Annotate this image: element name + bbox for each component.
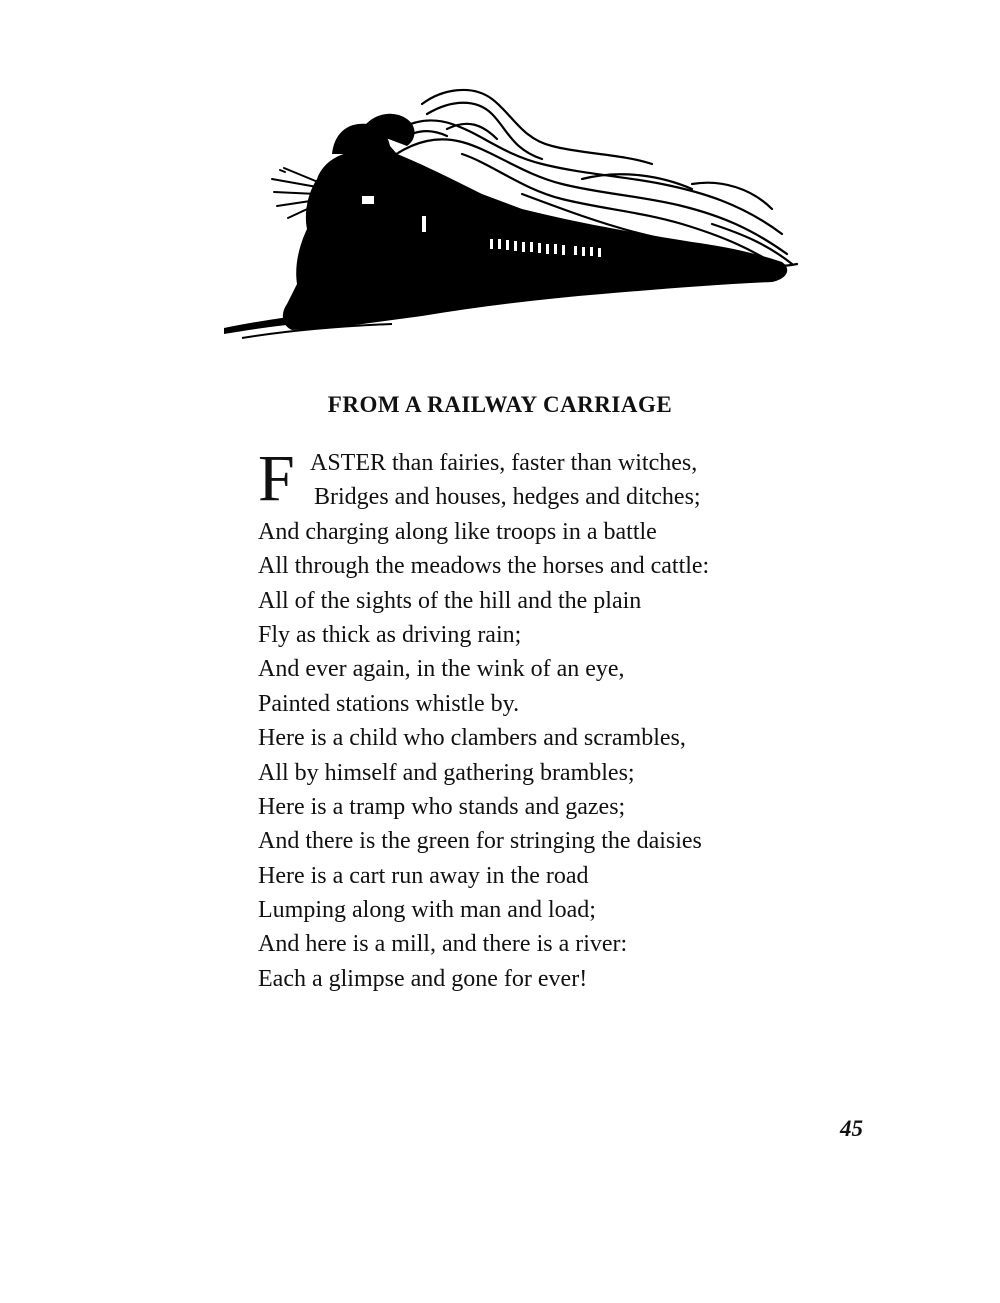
poem-line: And there is the green for stringing the daisies	[258, 828, 702, 855]
poem-line: All by himself and gathering brambles;	[258, 759, 635, 786]
steam-locomotive-illustration	[222, 84, 802, 346]
poem-body	[258, 442, 878, 996]
poem-line: All through the meadows the horses and cattle:	[258, 553, 710, 580]
poem-line: Lumping along with man and load;	[258, 897, 596, 924]
poem-line: Bridges and houses, hedges and ditches;	[314, 484, 701, 511]
poem-line: Here is a child who clambers and scrambles,	[258, 725, 686, 752]
poem-line: Here is a cart run away in the road	[258, 862, 589, 889]
poem-line: ASTER than fairies, faster than witches,	[310, 450, 698, 476]
poem-line: Here is a tramp who stands and gazes;	[258, 793, 626, 820]
poem-title: FROM A RAILWAY CARRIAGE	[327, 392, 673, 417]
page-number: 45	[840, 1116, 863, 1141]
poem-line: And ever again, in the wink of an eye,	[258, 656, 625, 683]
opening-lines	[258, 442, 878, 515]
poem-line: And charging along like troops in a battle	[258, 518, 657, 545]
poem-line: And here is a mill, and there is a river:	[258, 931, 628, 958]
poem-line: All of the sights of the hill and the plain	[258, 587, 642, 614]
poem-line: Painted stations whistle by.	[258, 690, 520, 717]
poem-line: Fly as thick as driving rain;	[258, 621, 522, 648]
drop-cap: F	[258, 442, 295, 515]
poem-line: Each a glimpse and gone for ever!	[258, 965, 588, 992]
